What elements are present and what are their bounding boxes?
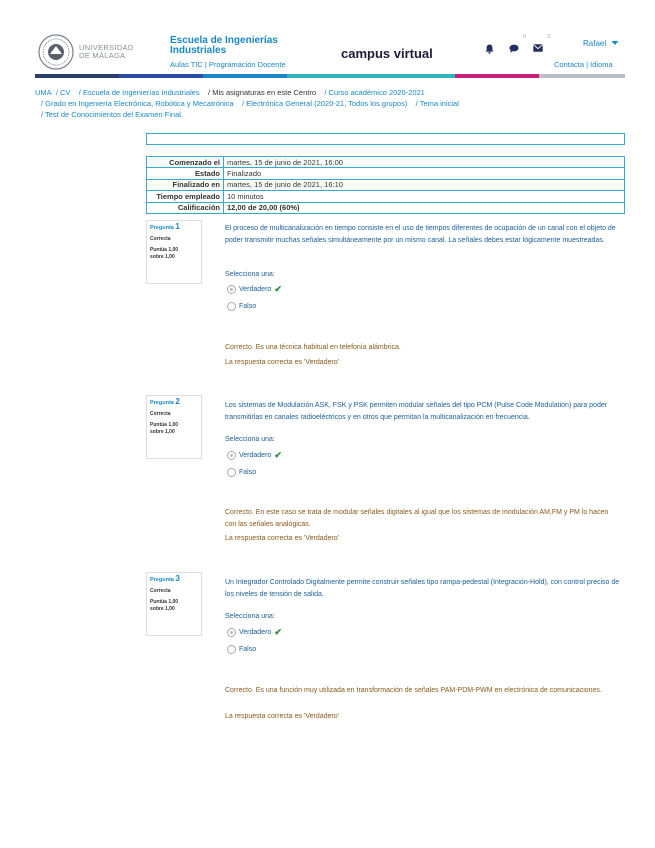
university-line2: DE MÁLAGA bbox=[79, 51, 126, 60]
radio-button[interactable] bbox=[227, 468, 236, 477]
correct-answer: La respuesta correcta es 'Verdadero' bbox=[225, 359, 339, 366]
radio-button[interactable] bbox=[227, 645, 236, 654]
breadcrumb-item[interactable]: / Grado en Ingeniería Electrónica, Robótica y Mecatrónica bbox=[41, 99, 234, 108]
answer-option-true[interactable] bbox=[227, 284, 282, 295]
color-bar-segment bbox=[35, 74, 119, 78]
table-row bbox=[147, 191, 625, 202]
checkmark-icon: ✔ bbox=[274, 627, 282, 637]
question-info bbox=[146, 220, 202, 284]
user-name[interactable]: Rafael bbox=[583, 39, 607, 48]
answer-option-false[interactable] bbox=[227, 645, 256, 654]
question-number: 1 bbox=[175, 222, 180, 231]
radio-button[interactable] bbox=[227, 628, 236, 637]
school-title[interactable]: Escuela de Ingenierías Industriales bbox=[170, 35, 278, 56]
question-info bbox=[146, 395, 202, 459]
breadcrumb-item[interactable]: / Mis asignaturas en este Centro bbox=[208, 88, 317, 97]
question-points-max: sobre 1,00 bbox=[150, 253, 175, 260]
option-label[interactable]: Verdadero bbox=[239, 452, 272, 459]
answer-option-false[interactable] bbox=[227, 468, 256, 477]
summary-label: Finalizado en bbox=[147, 179, 224, 190]
color-bar bbox=[35, 74, 625, 78]
question-state: Correcta bbox=[150, 587, 171, 594]
table-row bbox=[147, 202, 625, 213]
answer-option-true[interactable] bbox=[227, 627, 282, 638]
question-points: Puntúa 1,00 bbox=[150, 599, 179, 605]
table-row bbox=[147, 179, 625, 190]
breadcrumb-item[interactable]: / Curso académico 2020-2021 bbox=[324, 88, 425, 97]
question-points-max: sobre 1,00 bbox=[150, 428, 175, 435]
question-prefix: Pregunta bbox=[150, 225, 174, 231]
question-info bbox=[146, 572, 202, 636]
question-state: Correcta bbox=[150, 410, 171, 417]
breadcrumb-item[interactable]: / Escuela de Ingenierías Industriales bbox=[78, 88, 200, 97]
question-points-max: sobre 1,00 bbox=[150, 605, 175, 612]
question-feedback: Correcto. Es una técnica habitual en telefonía alámbrica. bbox=[225, 344, 401, 351]
summary-label: Estado bbox=[147, 168, 224, 179]
answer-prompt: Selecciona una: bbox=[225, 613, 275, 620]
site-header bbox=[0, 0, 655, 78]
answer-prompt: Selecciona una: bbox=[225, 271, 275, 278]
option-label[interactable]: Falso bbox=[239, 303, 257, 310]
option-label[interactable]: Verdadero bbox=[239, 286, 272, 293]
quiz-navigation-box bbox=[146, 133, 625, 145]
checkmark-icon: ✔ bbox=[274, 284, 282, 294]
school-links[interactable]: Aulas TIC | Programación Docente bbox=[170, 60, 286, 69]
question-points: Puntúa 1,00 bbox=[150, 247, 179, 253]
correct-answer: La respuesta correcta es 'Verdadero' bbox=[225, 713, 339, 720]
color-bar-segment bbox=[455, 74, 539, 78]
question-prefix: Pregunta bbox=[150, 400, 174, 406]
summary-value: Finalizado bbox=[224, 168, 625, 179]
breadcrumb-item[interactable]: / CV bbox=[55, 88, 71, 97]
summary-label: Calificación bbox=[147, 202, 224, 213]
summary-label: Tiempo empleado bbox=[147, 191, 224, 202]
table-row bbox=[147, 157, 625, 168]
university-line1: UNIVERSIDAD bbox=[79, 43, 134, 52]
message-count: 3 bbox=[547, 34, 551, 40]
option-label[interactable]: Falso bbox=[239, 646, 257, 653]
question-state: Correcta bbox=[150, 235, 171, 242]
question-prefix: Pregunta bbox=[150, 577, 174, 583]
user-links[interactable]: Contacta | Idioma bbox=[554, 60, 613, 69]
notification-count: 0 bbox=[523, 34, 527, 40]
question-number: 3 bbox=[175, 574, 180, 583]
color-bar-segment bbox=[287, 74, 371, 78]
campus-title[interactable]: campus virtual bbox=[341, 46, 433, 61]
question-number: 2 bbox=[175, 397, 180, 406]
color-bar-segment bbox=[371, 74, 455, 78]
summary-label: Comenzado el bbox=[147, 157, 224, 168]
color-bar-segment bbox=[119, 74, 203, 78]
chat-icon[interactable] bbox=[509, 44, 519, 53]
answer-option-true[interactable] bbox=[227, 450, 282, 461]
attempt-summary-table bbox=[146, 156, 625, 214]
question-text: El proceso de multicanalización en tiempo consiste en el uso de tiempos diferentes de ocupación de un canal con el objeto de poder transmitir muchas señales simultáneamente por un mismo canal. La señales debes estar lógicamente muestreadas. bbox=[225, 225, 616, 244]
question-points: Puntúa 1,00 bbox=[150, 422, 179, 428]
chevron-down-icon[interactable] bbox=[611, 40, 619, 46]
radio-button[interactable] bbox=[227, 285, 236, 294]
bell-icon[interactable] bbox=[485, 44, 494, 54]
summary-value: martes, 15 de junio de 2021, 16:00 bbox=[224, 157, 625, 168]
breadcrumb-item[interactable]: / Tema inicial bbox=[415, 99, 459, 108]
breadcrumb bbox=[35, 87, 625, 120]
correct-answer: La respuesta correcta es 'Verdadero' bbox=[225, 535, 339, 542]
user-menu[interactable] bbox=[583, 39, 619, 48]
table-row bbox=[147, 168, 625, 179]
radio-button[interactable] bbox=[227, 302, 236, 311]
color-bar-segment bbox=[539, 74, 625, 78]
summary-value: martes, 15 de junio de 2021, 16:10 bbox=[224, 179, 625, 190]
radio-button[interactable] bbox=[227, 451, 236, 460]
color-bar-segment bbox=[203, 74, 287, 78]
option-label[interactable]: Falso bbox=[239, 469, 257, 476]
answer-option-false[interactable] bbox=[227, 302, 256, 311]
university-name bbox=[79, 44, 134, 60]
university-logo-icon[interactable] bbox=[38, 34, 74, 70]
breadcrumb-item[interactable]: / Electrónica General (2020-21, Todos los grupos) bbox=[241, 99, 408, 108]
question-feedback: Correcto. Es una función muy utilizada en transformación de señales PAM-PDM-PWM en electrónica de comunicaciones. bbox=[225, 687, 602, 694]
summary-value: 12,00 de 20,00 (60%) bbox=[224, 202, 625, 213]
answer-prompt: Selecciona una: bbox=[225, 436, 275, 443]
envelope-icon[interactable] bbox=[533, 44, 543, 52]
question-text: Los sistemas de Modulación ASK, FSK y PSK permiten modular señales del tipo PCM (Pulse Code Modulation) para poder transmitirlas en canales radioeléctricos y en otros que permitan la multicanalización en frecuencia. bbox=[225, 402, 608, 421]
question-feedback: Correcto. En este caso se trata de modular señales digitales al igual que los sistemas de modulación AM,FM y PM lo hacen con las señales analógicas. bbox=[225, 509, 609, 528]
breadcrumb-item[interactable]: / Test de Conocimientos del Examen Final. bbox=[41, 110, 184, 119]
breadcrumb-item[interactable]: UMA bbox=[35, 88, 52, 97]
checkmark-icon: ✔ bbox=[274, 450, 282, 460]
question-text: Un Integrador Controlado Digitalmente permite construir señales tipo rampa-pedestal (Integración-Hold), con control preciso de los niveles de tensión de salida. bbox=[225, 579, 620, 598]
option-label[interactable]: Verdadero bbox=[239, 629, 272, 636]
summary-value: 10 minutos bbox=[224, 191, 625, 202]
